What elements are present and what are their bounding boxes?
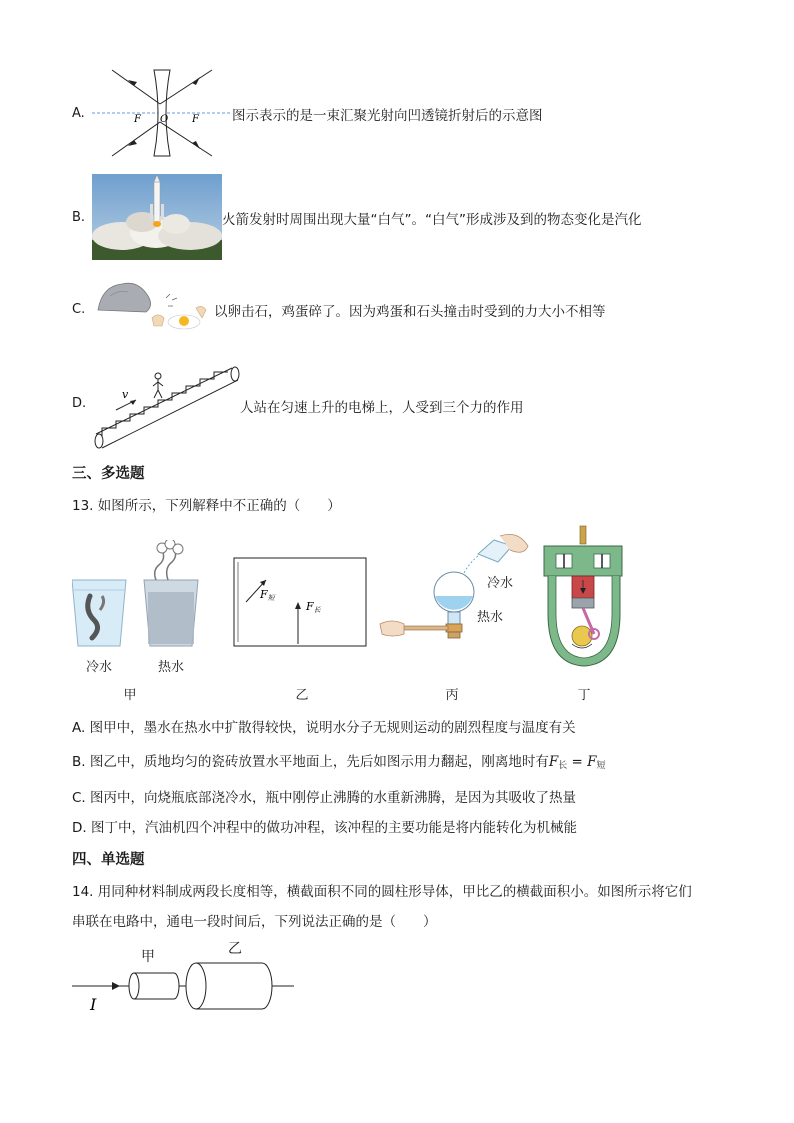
option-c-letter: C. [72,302,86,317]
current-label: I [90,995,97,1014]
figure-bing-hot-label: 热水 [476,610,503,625]
figure-jia-hot-label: 热水 [157,660,184,675]
question-14-line-1: 14. 用同种材料制成两段长度相等，横截面积不同的圆柱形导体，甲比乙的横截面积小。如图所示将它们 [72,884,692,900]
rocket-launch-photo [92,174,222,260]
section-heading-multi-choice: 三、多选题 [72,466,145,482]
figure-bing-flask [378,526,536,656]
figure-bing-caption: 丙 [445,688,459,703]
figure-ding-caption: 丁 [577,688,591,703]
velocity-label: v [122,388,129,401]
optical-center-label: O [160,114,169,125]
f-long-label: F长 [306,600,321,614]
option-c-text: 以卵击石，鸡蛋碎了。因为鸡蛋和石头撞击时受到的力大小不相等 [214,304,606,320]
figure-yi-caption: 乙 [295,688,309,703]
question-13-option-d: D. 图丁中，汽油机四个冲程中的做功冲程，该冲程的主要功能是将内能转化为机械能 [72,820,577,836]
option-b-text: 火箭发射时周围出现大量“白气”。“白气”形成涉及到的物态变化是汽化 [222,212,642,228]
focus-left-label: F [134,114,141,125]
conductor-yi-label: 乙 [228,941,242,957]
question-13-stem: 13. 如图所示，下列解释中不正确的（ ） [72,498,341,514]
option-a-letter: A. [72,106,85,121]
question-13-option-b: B. 图乙中，质地均匀的瓷砖放置水平地面上，先后如图示用力翻起，刚离地时有$F_长 = F_短$ [72,754,606,771]
figure-jia-ink-diffusion [72,540,202,650]
question-13-option-c: C. 图丙中，向烧瓶底部浇冷水，瓶中刚停止沸腾的水重新沸腾，是因为其吸收了热量 [72,790,577,806]
figure-yi-tile-forces [232,556,370,650]
concave-lens-diagram [92,64,232,160]
egg-stone-illustration [92,278,212,334]
f-short-label: F短 [260,588,275,602]
option-a-text: 图示表示的是一束汇聚光射向凹透镜折射后的示意图 [232,108,543,124]
focus-right-label: F [192,114,199,125]
option-b-letter: B. [72,210,86,225]
option-d-letter: D. [72,396,87,411]
conductor-jia-label: 甲 [141,949,155,965]
option-d-text: 人站在匀速上升的电梯上，人受到三个力的作用 [240,400,524,416]
figure-bing-cold-label: 冷水 [486,576,513,591]
figure-jia-caption: 甲 [123,688,137,703]
conductor-circuit-diagram [72,938,300,1018]
section-heading-single-choice: 四、单选题 [72,852,145,868]
escalator-diagram [92,364,242,452]
question-14-line-2: 串联在电路中，通电一段时间后，下列说法正确的是（ ） [72,914,437,930]
question-13-option-a: A. 图甲中，墨水在热水中扩散得较快，说明水分子无规则运动的剧烈程度与温度有关 [72,720,576,736]
figure-jia-cold-label: 冷水 [85,660,112,675]
figure-ding-engine [542,524,626,672]
